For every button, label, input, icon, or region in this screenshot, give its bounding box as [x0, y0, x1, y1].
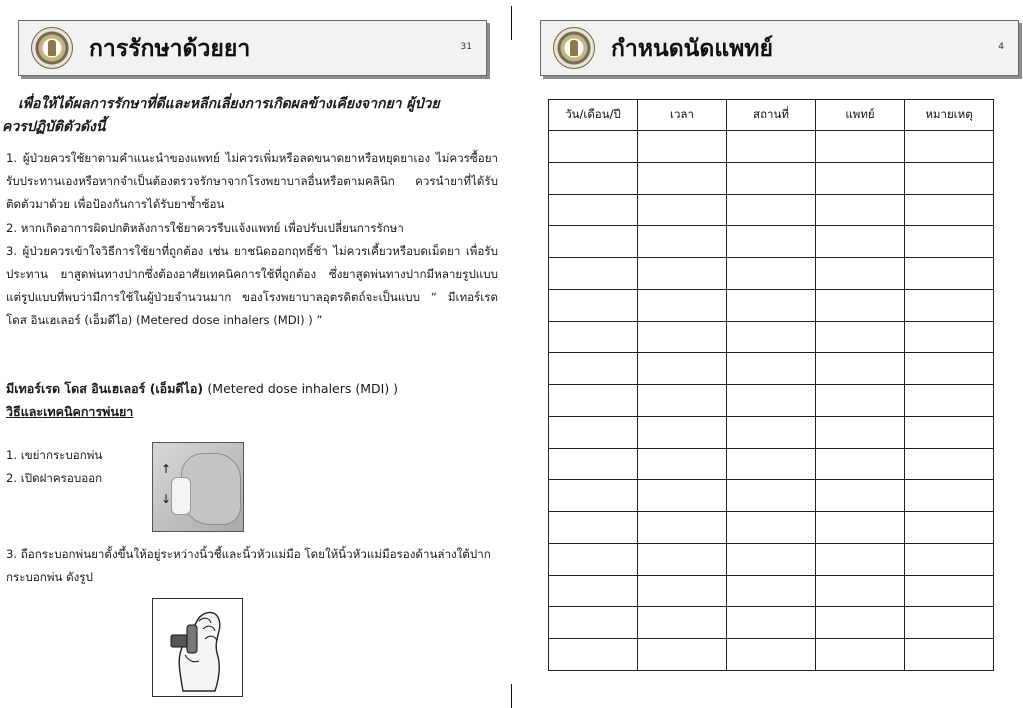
- appointment-cell: [905, 480, 994, 512]
- appointment-row: [549, 575, 994, 607]
- appointment-table-body: [549, 131, 994, 671]
- left-page-banner: [18, 20, 487, 76]
- appointment-cell: [816, 353, 905, 385]
- appointment-cell: [727, 480, 816, 512]
- appointment-cell: [905, 512, 994, 544]
- appointment-cell: [638, 353, 727, 385]
- appointment-cell: [549, 226, 638, 258]
- appointment-cell: [816, 321, 905, 353]
- appointment-cell: [816, 607, 905, 639]
- appointment-cell: [549, 353, 638, 385]
- instruction-paragraph-2: 2. หากเกิดอาการผิดปกติหลังการใช้ยาควรรีบแจ้งแพทย์ เพื่อปรับเปลี่ยนการรักษา: [6, 220, 404, 235]
- mdi-heading-english: (Metered dose inhalers (MDI) ): [207, 381, 399, 396]
- appointment-cell: [549, 131, 638, 163]
- appointment-cell: [549, 258, 638, 290]
- appointment-cell: [638, 480, 727, 512]
- step-1: 1. เขย่ากระบอกพ่น: [6, 448, 103, 462]
- appointment-cell: [727, 575, 816, 607]
- appointment-row: [549, 321, 994, 353]
- appointment-cell: [727, 321, 816, 353]
- appointment-cell: [638, 162, 727, 194]
- appointment-cell: [727, 353, 816, 385]
- appointment-cell: [816, 385, 905, 417]
- instruction-paragraphs: [6, 147, 498, 333]
- appointment-cell: [816, 448, 905, 480]
- mdi-heading-thai: มีเทอร์เรด โดส อินเฮเลอร์ (เอ็มดีไอ): [6, 381, 204, 396]
- appointment-cell: [727, 607, 816, 639]
- appointment-cell: [549, 385, 638, 417]
- appointment-cell: [638, 258, 727, 290]
- left-page: [0, 0, 505, 708]
- arrow-down-icon: ↓: [161, 492, 172, 506]
- appointment-cell: [816, 162, 905, 194]
- appointment-cell: [816, 575, 905, 607]
- left-page-title: การรักษาด้วยยา: [89, 36, 251, 62]
- appointment-cell: [727, 131, 816, 163]
- column-header-time: เวลา: [638, 100, 727, 131]
- appointment-row: [549, 131, 994, 163]
- appointment-cell: [905, 194, 994, 226]
- appointment-cell: [549, 639, 638, 671]
- appointment-row: [549, 385, 994, 417]
- appointment-cell: [549, 162, 638, 194]
- appointment-cell: [905, 448, 994, 480]
- intro-text: [2, 93, 497, 139]
- appointment-row: [549, 543, 994, 575]
- appointment-cell: [816, 194, 905, 226]
- technique-steps: [6, 444, 102, 490]
- appointment-cell: [905, 543, 994, 575]
- appointment-cell: [727, 289, 816, 321]
- appointment-cell: [638, 226, 727, 258]
- hospital-seal-icon: [553, 27, 595, 69]
- appointment-row: [549, 607, 994, 639]
- appointment-row: [549, 226, 994, 258]
- appointment-cell: [638, 607, 727, 639]
- appointment-cell: [816, 131, 905, 163]
- appointment-row: [549, 353, 994, 385]
- appointment-cell: [816, 258, 905, 290]
- appointment-cell: [905, 575, 994, 607]
- appointment-row: [549, 448, 994, 480]
- appointment-cell: [638, 194, 727, 226]
- appointment-row: [549, 194, 994, 226]
- right-page-banner: [540, 20, 1019, 76]
- appointment-cell: [638, 289, 727, 321]
- appointment-cell: [816, 289, 905, 321]
- appointment-cell: [638, 512, 727, 544]
- appointment-cell: [727, 385, 816, 417]
- instruction-paragraph-3: 3. ผู้ป่วยควรเข้าใจวิธีการใช้ยาที่ถูกต้อง เช่น ยาชนิดออกฤทธิ์ช้า ไม่ควรเคี้ยวหรือบดเม็ดยา เพื่อรับประทาน ยาสูดพ่นทางปากซึ่งต้องอาศัยเทคนิคการใช้ที่ถูกต้อง ซึ่งยาสูดพ่นทางปากมีหลายรูปแบบ แต่รูปแบบที่พบว่ามีการใช้ในผู้ป่วยจำนวนมาก ของโรงพยาบาลอุตรดิตถ์จะเป็นแบบ “ มีเทอร์เรด โดส อินเฮเลอร์ (เอ็มดีไอ) (Metered dose inhalers (MDI) ) ”: [6, 243, 498, 328]
- appointment-cell: [638, 575, 727, 607]
- appointment-cell: [549, 321, 638, 353]
- intro-line-1: เพื่อให้ได้ผลการรักษาที่ดีและหลีกเลี่ยงการเกิดผลข้างเคียงจากยา ผู้ป่วย: [18, 96, 440, 112]
- column-header-place: สถานที่: [727, 100, 816, 131]
- appointment-cell: [816, 543, 905, 575]
- appointment-cell: [727, 416, 816, 448]
- appointment-row: [549, 258, 994, 290]
- appointment-cell: [549, 416, 638, 448]
- appointment-cell: [638, 321, 727, 353]
- appointment-cell: [905, 639, 994, 671]
- appointment-cell: [905, 353, 994, 385]
- left-page-number: 31: [460, 42, 472, 52]
- appointment-row: [549, 512, 994, 544]
- appointment-cell: [638, 543, 727, 575]
- appointment-cell: [727, 226, 816, 258]
- appointment-cell: [549, 480, 638, 512]
- appointment-cell: [549, 194, 638, 226]
- appointment-cell: [549, 543, 638, 575]
- appointment-cell: [727, 543, 816, 575]
- appointment-cell: [816, 512, 905, 544]
- appointment-cell: [638, 448, 727, 480]
- step-2: 2. เปิดฝาครอบออก: [6, 471, 103, 485]
- instruction-paragraph-1: 1. ผู้ป่วยควรใช้ยาตามคำแนะนำของแพทย์ ไม่ควรเพิ่มหรือลดขนาดยาหรือหยุดยาเอง ไม่ควรซื้อยารับประทานเองหรือหากจำเป็นต้องตรวจรักษาจากโรงพยาบาลอื่นหรือตามคลินิก ควรนำยาที่ได้รับติดตัวมาด้วย เพื่อป้องกันการได้รับยาซ้ำซ้อน: [6, 151, 498, 212]
- appointment-cell: [549, 512, 638, 544]
- appointment-cell: [638, 639, 727, 671]
- appointment-cell: [905, 289, 994, 321]
- appointment-cell: [905, 258, 994, 290]
- hospital-seal-icon: [31, 27, 73, 69]
- appointment-cell: [638, 131, 727, 163]
- appointment-cell: [905, 162, 994, 194]
- appointment-cell: [727, 639, 816, 671]
- appointment-cell: [549, 575, 638, 607]
- appointment-row: [549, 480, 994, 512]
- technique-heading: วิธีและเทคนิคการพ่นยา: [6, 404, 134, 419]
- arrow-up-icon: ↑: [161, 462, 172, 476]
- intro-line-2: ควรปฏิบัติตัวดังนี้: [2, 119, 106, 135]
- binding-line-bottom: [511, 684, 512, 708]
- appointment-cell: [905, 385, 994, 417]
- appointment-cell: [727, 194, 816, 226]
- right-page-title: กำหนดนัดแพทย์: [611, 36, 773, 62]
- appointment-cell: [549, 448, 638, 480]
- inhaler-grip-icon: [153, 599, 242, 696]
- appointment-cell: [638, 385, 727, 417]
- shake-inhaler-photo: [152, 442, 244, 532]
- appointment-cell: [638, 416, 727, 448]
- appointment-cell: [905, 416, 994, 448]
- appointment-cell: [816, 416, 905, 448]
- step-3: 3. ถือกระบอกพ่นยาตั้งขึ้นให้อยู่ระหว่างนิ้วชี้และนิ้วหัวแม่มือ โดยให้นิ้วหัวแม่มือรองด้านล่างใต้ปากกระบอกพ่น ดังรูป: [6, 547, 491, 584]
- appointment-table-header: [549, 100, 994, 131]
- appointment-row: [549, 416, 994, 448]
- appointment-cell: [727, 258, 816, 290]
- appointment-cell: [816, 639, 905, 671]
- appointment-cell: [549, 289, 638, 321]
- inhaler-canister: [171, 477, 191, 515]
- hand-holding-inhaler-sketch: [152, 598, 243, 697]
- appointment-cell: [727, 448, 816, 480]
- appointment-row: [549, 289, 994, 321]
- binding-line-top: [511, 6, 512, 40]
- appointment-row: [549, 639, 994, 671]
- appointment-cell: [905, 131, 994, 163]
- appointment-cell: [816, 480, 905, 512]
- appointment-cell: [816, 226, 905, 258]
- column-header-doctor: แพทย์: [816, 100, 905, 131]
- mdi-heading: [6, 379, 501, 399]
- appointment-table: [548, 99, 994, 671]
- right-page: [520, 0, 1023, 708]
- appointment-row: [549, 162, 994, 194]
- column-header-date: วัน/เดือน/ปี: [549, 100, 638, 131]
- appointment-cell: [727, 512, 816, 544]
- appointment-cell: [905, 226, 994, 258]
- right-page-number: 4: [998, 42, 1004, 52]
- appointment-cell: [905, 321, 994, 353]
- appointment-cell: [727, 162, 816, 194]
- appointment-cell: [905, 607, 994, 639]
- column-header-note: หมายเหตุ: [905, 100, 994, 131]
- appointment-cell: [549, 607, 638, 639]
